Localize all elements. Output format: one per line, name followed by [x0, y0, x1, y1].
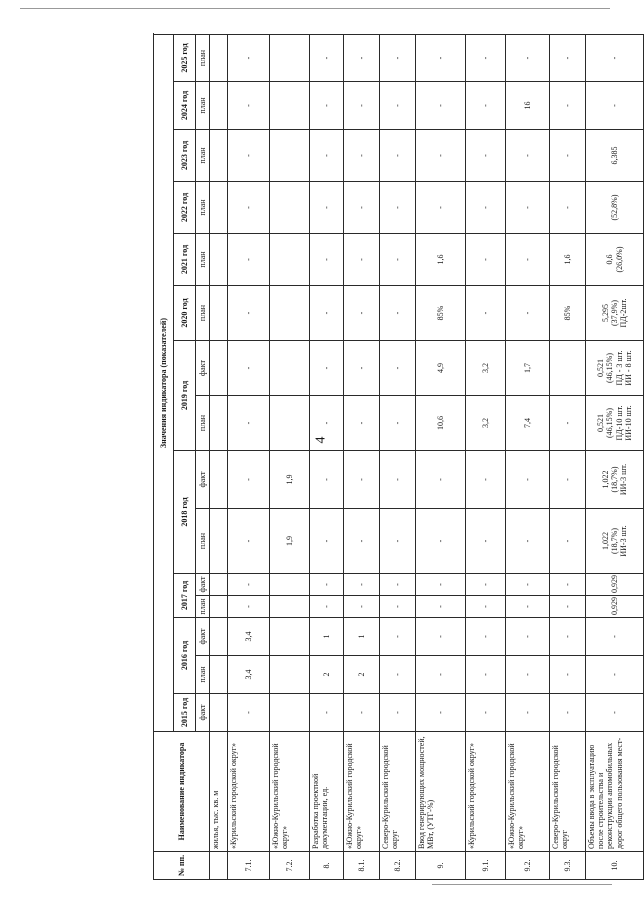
value-cell: -	[466, 509, 506, 574]
header-year: 2017 год	[174, 574, 196, 618]
value-cell	[270, 596, 310, 618]
value-cell: -	[506, 182, 550, 234]
value-cell: -	[416, 182, 466, 234]
value-cell	[270, 618, 310, 656]
row-number: 9.2.	[506, 852, 550, 880]
value-cell: 3,4	[228, 618, 270, 656]
indicator-name: Северо-Курильский городской округ	[380, 732, 416, 852]
value-cell	[210, 694, 228, 732]
value-cell: -	[586, 618, 644, 656]
header-year: 2024 год	[174, 82, 196, 130]
value-cell: -	[228, 509, 270, 574]
value-cell: -	[466, 286, 506, 341]
value-cell: -	[550, 451, 586, 509]
value-cell: -	[416, 509, 466, 574]
value-cell: -	[380, 182, 416, 234]
row-number: 10.	[586, 852, 644, 880]
value-cell: -	[228, 396, 270, 451]
value-cell	[270, 396, 310, 451]
table-row	[416, 35, 466, 880]
value-cell: -	[310, 182, 344, 234]
value-cell: -	[344, 574, 380, 596]
indicator-name: жилья, тыс. кв. м	[210, 732, 228, 852]
value-cell: 85%	[550, 286, 586, 341]
value-cell	[210, 130, 228, 182]
header-col-type: план	[196, 35, 210, 82]
row-number: 8.2.	[380, 852, 416, 880]
value-cell: -	[586, 656, 644, 694]
header-col-type: план	[196, 396, 210, 451]
indicator-name: Объемы ввода в эксплуатацию после строительства и реконструкции автомобильных дорог общего пользования мест-	[586, 732, 644, 852]
value-cell: 3,2	[466, 396, 506, 451]
value-cell: -	[550, 574, 586, 596]
value-cell: -	[380, 234, 416, 286]
value-cell: 0,929	[586, 596, 644, 618]
value-cell: -	[380, 596, 416, 618]
value-cell: 0,521 (46,15%) ПД-10 шт. ИИ-10 шт.	[586, 396, 644, 451]
value-cell: 85%	[416, 286, 466, 341]
value-cell: 0,521 (46,15%) ПД - 3 шт. ИИ - 8 шт.	[586, 341, 644, 396]
value-cell: -	[506, 656, 550, 694]
indicator-name: «Южно-Курильский городской округ»	[506, 732, 550, 852]
value-cell: -	[506, 618, 550, 656]
header-year: 2019 год	[174, 341, 196, 451]
value-cell: -	[310, 234, 344, 286]
header-col-type: факт	[196, 574, 210, 596]
table-row	[310, 35, 344, 880]
value-cell	[210, 341, 228, 396]
value-cell: -	[586, 35, 644, 82]
value-cell: -	[228, 574, 270, 596]
value-cell: -	[228, 234, 270, 286]
value-cell: -	[344, 82, 380, 130]
value-cell: -	[466, 694, 506, 732]
header-year: 2015 год	[174, 694, 196, 732]
value-cell: -	[466, 451, 506, 509]
header-col-type: факт	[196, 618, 210, 656]
header-col-type: план	[196, 130, 210, 182]
value-cell: -	[550, 35, 586, 82]
value-cell: -	[506, 35, 550, 82]
value-cell: 1,022 (18,7%) ИИ-3 шт.	[586, 451, 644, 509]
row-number: 9.	[416, 852, 466, 880]
value-cell: -	[416, 130, 466, 182]
value-cell: -	[550, 618, 586, 656]
value-cell	[270, 656, 310, 694]
value-cell: -	[344, 35, 380, 82]
value-cell: 0,929	[586, 574, 644, 596]
value-cell	[270, 35, 310, 82]
value-cell: -	[416, 596, 466, 618]
value-cell: -	[416, 451, 466, 509]
value-cell: -	[466, 234, 506, 286]
value-cell: -	[310, 130, 344, 182]
value-cell: -	[416, 574, 466, 596]
value-cell: -	[310, 451, 344, 509]
table-body	[210, 35, 644, 880]
value-cell	[210, 182, 228, 234]
table-row	[228, 35, 270, 880]
indicator-name: «Южно-Курильский городской округ»	[270, 732, 310, 852]
value-cell	[210, 286, 228, 341]
header-col-type: план	[196, 656, 210, 694]
value-cell: -	[228, 694, 270, 732]
indicator-name: Ввод генерирующих мощностей, МВт, (УТГ-%)	[416, 732, 466, 852]
row-number: 8.	[310, 852, 344, 880]
header-col-type: план	[196, 82, 210, 130]
value-cell: -	[550, 596, 586, 618]
value-cell: -	[416, 656, 466, 694]
value-cell	[270, 234, 310, 286]
value-cell: -	[506, 509, 550, 574]
indicator-name: «Южно-Курильский городской округ»	[344, 732, 380, 852]
value-cell	[270, 182, 310, 234]
header-col-type: план	[196, 182, 210, 234]
value-cell: -	[344, 509, 380, 574]
value-cell: -	[506, 234, 550, 286]
value-cell: 5,295 (37,9%) ПД-2шт.	[586, 286, 644, 341]
table-row	[550, 35, 586, 880]
value-cell	[270, 341, 310, 396]
row-number: 7.2.	[270, 852, 310, 880]
value-cell: -	[586, 694, 644, 732]
header-col-type: факт	[196, 694, 210, 732]
value-cell: -	[228, 82, 270, 130]
value-cell: -	[466, 574, 506, 596]
value-cell: 1,9	[270, 509, 310, 574]
value-cell: -	[380, 574, 416, 596]
value-cell: -	[344, 596, 380, 618]
value-cell: -	[466, 130, 506, 182]
value-cell: -	[550, 396, 586, 451]
value-cell: -	[344, 396, 380, 451]
value-cell: 2	[344, 656, 380, 694]
table-row	[586, 35, 644, 880]
value-cell: 3,4	[228, 656, 270, 694]
value-cell: -	[506, 596, 550, 618]
header-year: 2022 год	[174, 182, 196, 234]
value-cell: 10,6	[416, 396, 466, 451]
value-cell	[210, 618, 228, 656]
value-cell: -	[380, 82, 416, 130]
value-cell: -	[344, 286, 380, 341]
value-cell	[210, 451, 228, 509]
header-col-type: факт	[196, 341, 210, 396]
row-number: 7.1.	[228, 852, 270, 880]
row-number	[210, 852, 228, 880]
value-cell	[210, 656, 228, 694]
value-cell	[210, 82, 228, 130]
value-cell	[210, 35, 228, 82]
header-col-type: план	[196, 286, 210, 341]
value-cell: -	[506, 574, 550, 596]
header-col-type: факт	[196, 451, 210, 509]
value-cell: -	[344, 341, 380, 396]
value-cell: -	[228, 341, 270, 396]
value-cell: -	[228, 596, 270, 618]
value-cell: 1,9	[270, 451, 310, 509]
value-cell	[210, 234, 228, 286]
value-cell: -	[466, 656, 506, 694]
value-cell: 3,2	[466, 341, 506, 396]
value-cell: -	[344, 182, 380, 234]
header-year: 2025 год	[174, 35, 196, 82]
value-cell: -	[310, 82, 344, 130]
value-cell: -	[380, 396, 416, 451]
row-number: 8.1.	[344, 852, 380, 880]
value-cell: -	[344, 694, 380, 732]
value-cell: 1	[344, 618, 380, 656]
value-cell: 1	[310, 618, 344, 656]
header-year: 2020 год	[174, 286, 196, 341]
value-cell	[210, 396, 228, 451]
value-cell	[210, 574, 228, 596]
header-values: Значения индикатора (показателей)	[154, 35, 174, 732]
value-cell: -	[310, 35, 344, 82]
value-cell	[550, 341, 586, 396]
value-cell: -	[344, 451, 380, 509]
value-cell: -	[228, 451, 270, 509]
value-cell: -	[344, 130, 380, 182]
value-cell: -	[310, 574, 344, 596]
table-row	[210, 35, 228, 880]
indicator-name: «Курильский городской округ»	[228, 732, 270, 852]
value-cell: -	[506, 694, 550, 732]
header-col-type: план	[196, 509, 210, 574]
value-cell: -	[228, 286, 270, 341]
indicator-name: Разработка проектной документации, ед.	[310, 732, 344, 852]
value-cell: -	[310, 694, 344, 732]
value-cell: -	[416, 694, 466, 732]
value-cell: -	[586, 82, 644, 130]
header-year: 2018 год	[174, 451, 196, 574]
value-cell: -	[550, 509, 586, 574]
value-cell: 7,4	[506, 396, 550, 451]
value-cell: -	[380, 618, 416, 656]
value-cell: -	[416, 35, 466, 82]
value-cell: -	[380, 341, 416, 396]
value-cell: (52,8%)	[586, 182, 644, 234]
header-col-type: план	[196, 234, 210, 286]
value-cell: -	[416, 618, 466, 656]
value-cell	[270, 82, 310, 130]
value-cell: 1,7	[506, 341, 550, 396]
value-cell	[210, 509, 228, 574]
value-cell: 1,022 (18,7%) ИИ-3 шт.	[586, 509, 644, 574]
rotated-table-wrapper	[153, 35, 633, 880]
value-cell: 2	[310, 656, 344, 694]
value-cell	[270, 694, 310, 732]
value-cell: -	[310, 341, 344, 396]
value-cell: 4,9	[416, 341, 466, 396]
indicator-name: «Курильский городской округ»	[466, 732, 506, 852]
value-cell: -	[550, 656, 586, 694]
value-cell: 1,6	[550, 234, 586, 286]
value-cell: -	[550, 694, 586, 732]
header-col-type: план	[196, 596, 210, 618]
indicator-name: Северо-Курильский городской округ	[550, 732, 586, 852]
indicator-table	[153, 34, 644, 880]
header-no: № пп.	[154, 852, 210, 880]
value-cell: -	[380, 451, 416, 509]
value-cell: -	[506, 286, 550, 341]
value-cell: -	[466, 596, 506, 618]
table-row	[506, 35, 550, 880]
table-row	[466, 35, 506, 880]
value-cell: 1,6	[416, 234, 466, 286]
value-cell: -	[416, 82, 466, 130]
value-cell: 16	[506, 82, 550, 130]
header-year: 2021 год	[174, 234, 196, 286]
value-cell: -	[380, 35, 416, 82]
table-row	[344, 35, 380, 880]
value-cell: -	[380, 286, 416, 341]
value-cell: -	[550, 182, 586, 234]
value-cell: -	[466, 618, 506, 656]
value-cell: -	[228, 182, 270, 234]
value-cell: -	[310, 286, 344, 341]
table-row	[270, 35, 310, 880]
value-cell: -	[466, 182, 506, 234]
value-cell	[210, 596, 228, 618]
value-cell: -	[344, 234, 380, 286]
value-cell: -	[550, 82, 586, 130]
header-name: Наименование индикатора	[154, 732, 210, 852]
value-cell: -	[506, 130, 550, 182]
value-cell: -	[310, 509, 344, 574]
scan-edge-bottom	[432, 884, 612, 885]
value-cell: -	[380, 656, 416, 694]
value-cell: -	[466, 82, 506, 130]
value-cell: -	[550, 130, 586, 182]
value-cell: 0,6 (26,0%)	[586, 234, 644, 286]
page-number: 4	[313, 436, 329, 444]
value-cell: -	[228, 35, 270, 82]
value-cell: -	[506, 451, 550, 509]
row-number: 9.1.	[466, 852, 506, 880]
header-year: 2016 год	[174, 618, 196, 694]
value-cell: -	[228, 130, 270, 182]
value-cell: 6,385	[586, 130, 644, 182]
value-cell	[270, 130, 310, 182]
value-cell: -	[380, 130, 416, 182]
value-cell: -	[380, 694, 416, 732]
value-cell: -	[310, 396, 344, 451]
value-cell: -	[466, 35, 506, 82]
header-year: 2023 год	[174, 130, 196, 182]
scan-edge-top	[20, 8, 610, 9]
value-cell	[270, 574, 310, 596]
value-cell	[270, 286, 310, 341]
value-cell: -	[380, 509, 416, 574]
value-cell: -	[310, 596, 344, 618]
row-number: 9.3.	[550, 852, 586, 880]
table-row	[380, 35, 416, 880]
